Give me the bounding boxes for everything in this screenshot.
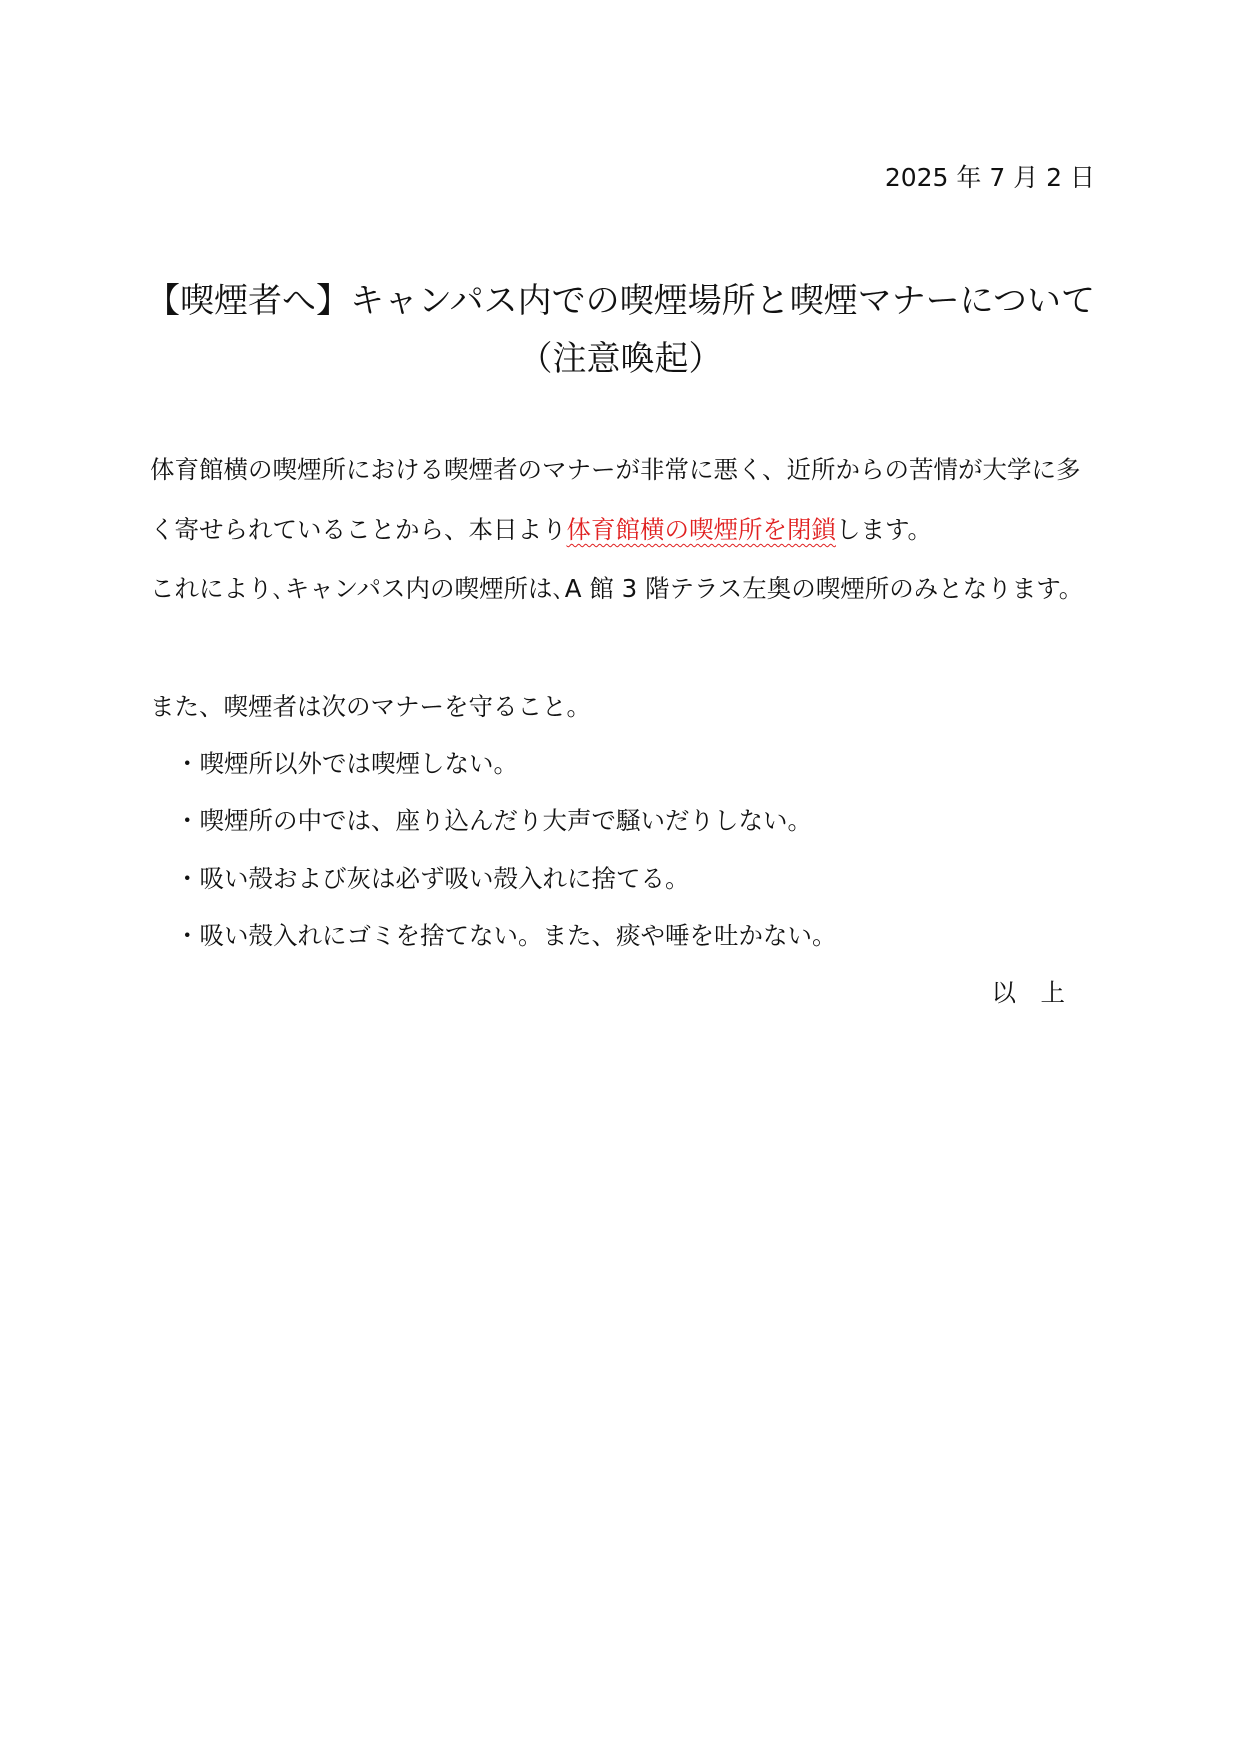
paragraph-line-3: これにより､キャンパス内の喫煙所は､A 館 3 階テラス左奥の喫煙所のみとなります。	[150, 574, 1084, 603]
rule-item: ・吸い殻および灰は必ず吸い殻入れに捨てる。	[175, 864, 690, 893]
closure-emphasis-text: 体育館横の喫煙所を閉鎖	[566, 515, 836, 544]
paragraph-line-1: 体育館横の喫煙所における喫煙者のマナーが非常に悪く、近所からの苦情が大学に多	[150, 455, 1081, 484]
title-line-2: （注意喚起）	[518, 339, 723, 379]
manners-intro: また、喫煙者は次のマナーを守ること。	[150, 692, 591, 721]
title-line-1: 【喫煙者へ】キャンパス内での喫煙場所と喫煙マナーについて	[146, 281, 1095, 321]
rule-item: ・喫煙所の中では、座り込んだり大声で騒いだりしない。	[175, 806, 812, 835]
document-date: 2025 年 7 月 2 日	[884, 163, 1095, 192]
paragraph-line-2	[150, 512, 1100, 548]
rule-item: ・吸い殻入れにゴミを捨てない。また、痰や唾を吐かない。	[175, 921, 837, 950]
rule-item: ・喫煙所以外では喫煙しない。	[175, 749, 518, 778]
paragraph-line-2-before: く寄せられていることから、本日より	[150, 515, 567, 544]
paragraph-line-2-after: します。	[836, 515, 933, 544]
document-title	[140, 272, 1101, 388]
closing-mark: 以 上	[991, 978, 1065, 1007]
